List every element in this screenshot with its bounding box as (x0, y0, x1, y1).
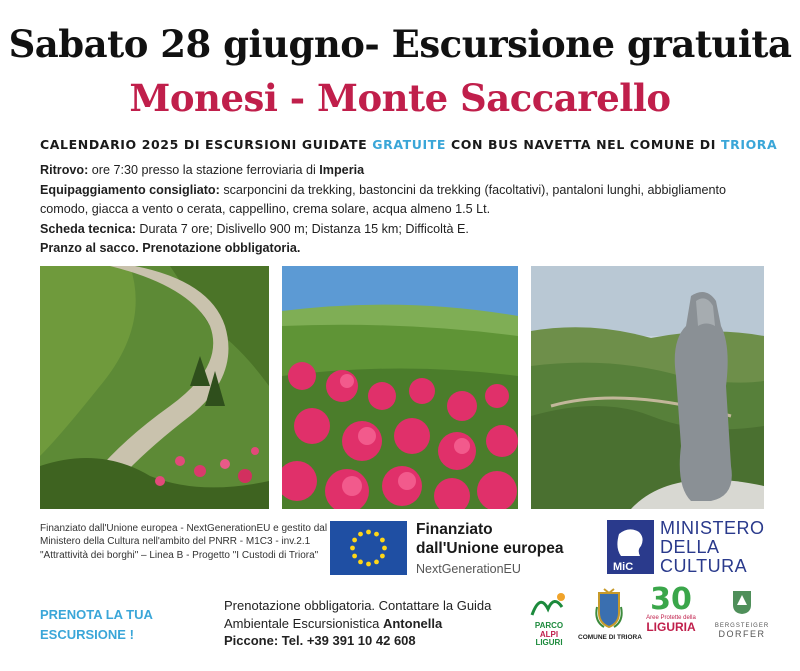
ministry-culture-logo (607, 520, 777, 578)
photo-rhododendrons (282, 266, 518, 509)
subtitle-part1: CALENDARIO 2025 DI ESCURSIONI GUIDATE (40, 137, 373, 152)
liguria-number: 30 (650, 582, 692, 617)
equipment-line (40, 181, 770, 220)
lunch-line (40, 239, 770, 259)
ritrovo-place: Imperia (319, 163, 365, 177)
title-date: Sabato 28 giugno- Escursione gratuita (8, 22, 792, 66)
tech-sheet-label: Scheda tecnica: (40, 221, 136, 236)
ritrovo-line (40, 161, 770, 181)
mic-wordmark (660, 519, 765, 576)
subtitle-part2: CON BUS NAVETTA NEL COMUNE DI (446, 137, 721, 152)
eu-flag-icon (330, 521, 407, 575)
calendar-subtitle (40, 137, 778, 152)
ritrovo-label: Ritrovo: (40, 163, 89, 177)
subtitle-free: GRATUITE (372, 137, 447, 152)
subtitle-triora: TRIORA (720, 137, 778, 152)
mountain-icon (528, 589, 570, 617)
book-excursion-cta: PRENOTA LA TUA ESCURSIONE ! (40, 607, 153, 642)
parco-line1: PARCO (534, 621, 564, 630)
photo-mountain-trail (40, 266, 269, 509)
coat-of-arms-icon (594, 587, 624, 629)
eu-logo-line3: NextGenerationEU (416, 562, 521, 576)
tech-sheet-line (40, 220, 770, 240)
booking-text: Prenotazione obbligatoria. Contattare la Guida Ambientale Escursionistica (224, 598, 492, 631)
parco-line2: ALPI (539, 629, 559, 639)
booking-info (224, 597, 514, 650)
bergsteigerdorfer-logo (708, 589, 776, 639)
berg-line2: DORFER (718, 629, 766, 639)
mic-line2: DELLA (660, 537, 720, 557)
eu-funding-logo (330, 521, 580, 579)
ritrovo-text: ore 7:30 presso la stazione ferroviaria di (88, 163, 320, 177)
comune-label: COMUNE DI TRIORA (578, 634, 642, 641)
parco-alpi-liguri-logo (528, 589, 570, 648)
lunch-text: Pranzo al sacco. Prenotazione obbligatoria. (40, 241, 301, 255)
tech-sheet-text: Durata 7 ore; Dislivello 900 m; Distanza 15 km; Difficoltà E. (135, 221, 469, 236)
berg-line1: BERGSTEIGER (714, 623, 770, 629)
photo-statue (531, 266, 764, 509)
mic-line1: MINISTERO (660, 518, 765, 538)
mic-emblem-icon (607, 520, 654, 574)
guide-contact: Piccone: Tel. +39 391 10 42 608 (224, 633, 416, 648)
photo-strip (40, 266, 764, 509)
aree-protette-liguria-logo (640, 582, 702, 634)
funding-note: Finanziato dall'Unione europea - NextGenerationEU e gestito dal Ministero della Cultura nell'ambito del PNRR - M1C3 - inv.2.1 "Attrattività dei borghi" – Linea B - Progetto "I Custodi di Triora" (40, 523, 328, 561)
parco-line3: LIGURI (535, 638, 563, 647)
mic-line3: CULTURA (660, 556, 748, 576)
equipment-label: Equipaggiamento consigliato: (40, 182, 220, 197)
equipment-text: scarponcini da trekking, bastoncini da trekking (facoltativi), pantaloni lunghi, abbigliamento comodo, giacca a vento o cerata, cappellino, crema solare, acqua almeno 1.5 Lt. (40, 182, 726, 216)
liguria-small: Aree Protette della (646, 615, 696, 621)
title-route: Monesi - Monte Saccarello (129, 76, 671, 120)
eu-logo-line2: dall'Unione europea (416, 540, 564, 557)
partner-logos (528, 582, 778, 661)
liguria-name: LIGURIA (646, 620, 696, 634)
eu-logo-line1: Finanziato (416, 521, 493, 538)
excursion-info (40, 161, 770, 259)
mic-box-text: MiC (613, 561, 634, 573)
comune-triora-logo (578, 587, 640, 641)
guide-first-name: Antonella (382, 615, 443, 631)
edelweiss-icon (731, 589, 753, 615)
